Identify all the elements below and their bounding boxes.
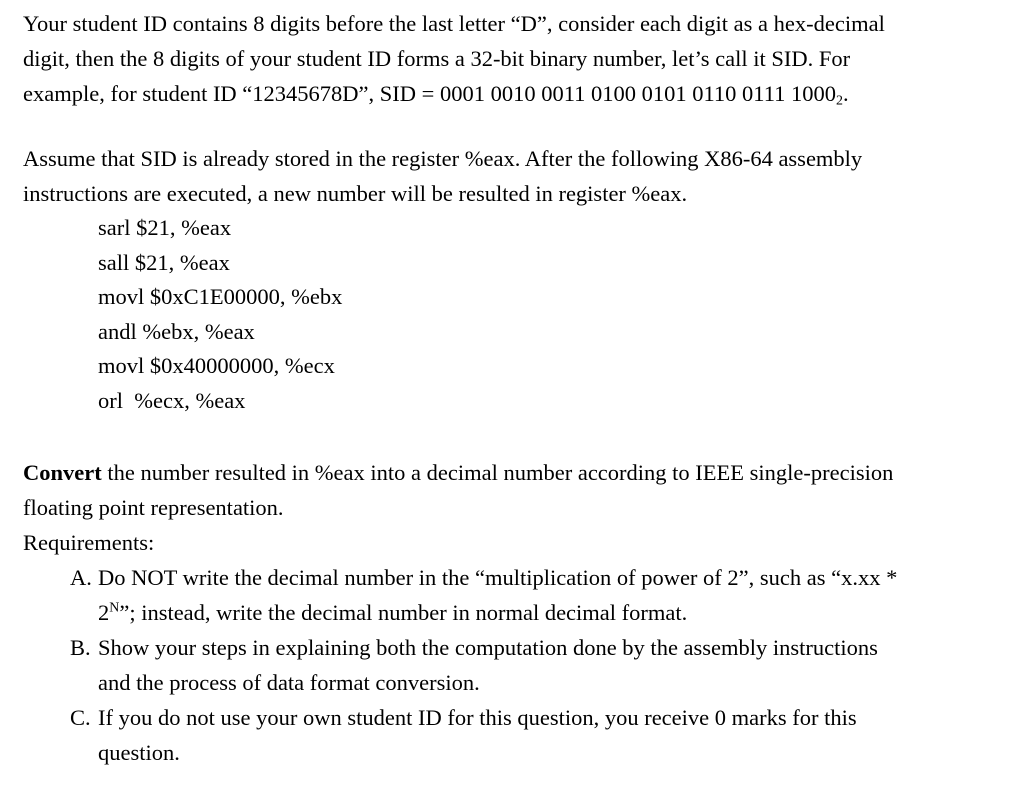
requirement-text: Do NOT write the decimal number in the “multiplication of power of 2”, such as “x.xx * [98, 565, 898, 590]
assembly-line-1: Assume that SID is already stored in the register %eax. After the following X86-64 assembly [23, 146, 863, 171]
requirement-text-2: 2 [98, 600, 110, 625]
intro-paragraph [23, 6, 1004, 111]
requirement-letter: A. [70, 565, 92, 590]
requirement-text-3: ”; instead, write the decimal number in normal decimal format. [119, 600, 688, 625]
requirement-text-2: and the process of data format conversion. [98, 670, 480, 695]
requirement-item-b [23, 630, 1004, 700]
intro-line-3-end: . [842, 81, 849, 106]
assembly-line-2: instructions are executed, a new number will be resulted in register %eax. [23, 181, 688, 206]
requirement-item-a [23, 560, 1004, 630]
requirements-label: Requirements: [23, 530, 155, 555]
requirement-letter: C. [70, 705, 91, 730]
code-line: sall $21, %eax [98, 249, 230, 275]
intro-line-1: Your student ID contains 8 digits before the last letter “D”, consider each digit as a hex-decimal [23, 11, 885, 36]
requirements-list [23, 560, 1004, 770]
requirement-letter: B. [70, 635, 91, 660]
requirement-item-c [23, 700, 1004, 770]
requirement-text-2: question. [98, 740, 180, 765]
convert-paragraph [23, 455, 1004, 560]
intro-line-2: digit, then the 8 digits of your student ID forms a 32-bit binary number, let’s call it SID. For [23, 46, 851, 71]
code-line: andl %ebx, %eax [98, 318, 255, 344]
exponent-superscript: N [109, 600, 120, 616]
intro-line-3: example, for student ID “12345678D”, SID = 0001 0010 0011 0100 0101 0110 0111 1000 [23, 81, 837, 106]
code-line: sarl $21, %eax [98, 215, 232, 240]
code-line: orl %ecx, %eax [98, 387, 246, 413]
assembly-code-block [98, 211, 1004, 418]
convert-bold-word: Convert [23, 460, 102, 485]
assembly-paragraph [23, 141, 1004, 211]
base-subscript: 2 [836, 93, 843, 109]
convert-line-1: the number resulted in %eax into a decimal number according to IEEE single-precision [101, 460, 894, 485]
convert-line-2: floating point representation. [23, 495, 284, 520]
code-line: movl $0x40000000, %ecx [98, 353, 335, 378]
requirement-text: Show your steps in explaining both the computation done by the assembly instructions [98, 635, 878, 660]
requirement-text: If you do not use your own student ID for this question, you receive 0 marks for this [98, 705, 857, 730]
code-line: movl $0xC1E00000, %ebx [98, 284, 343, 309]
